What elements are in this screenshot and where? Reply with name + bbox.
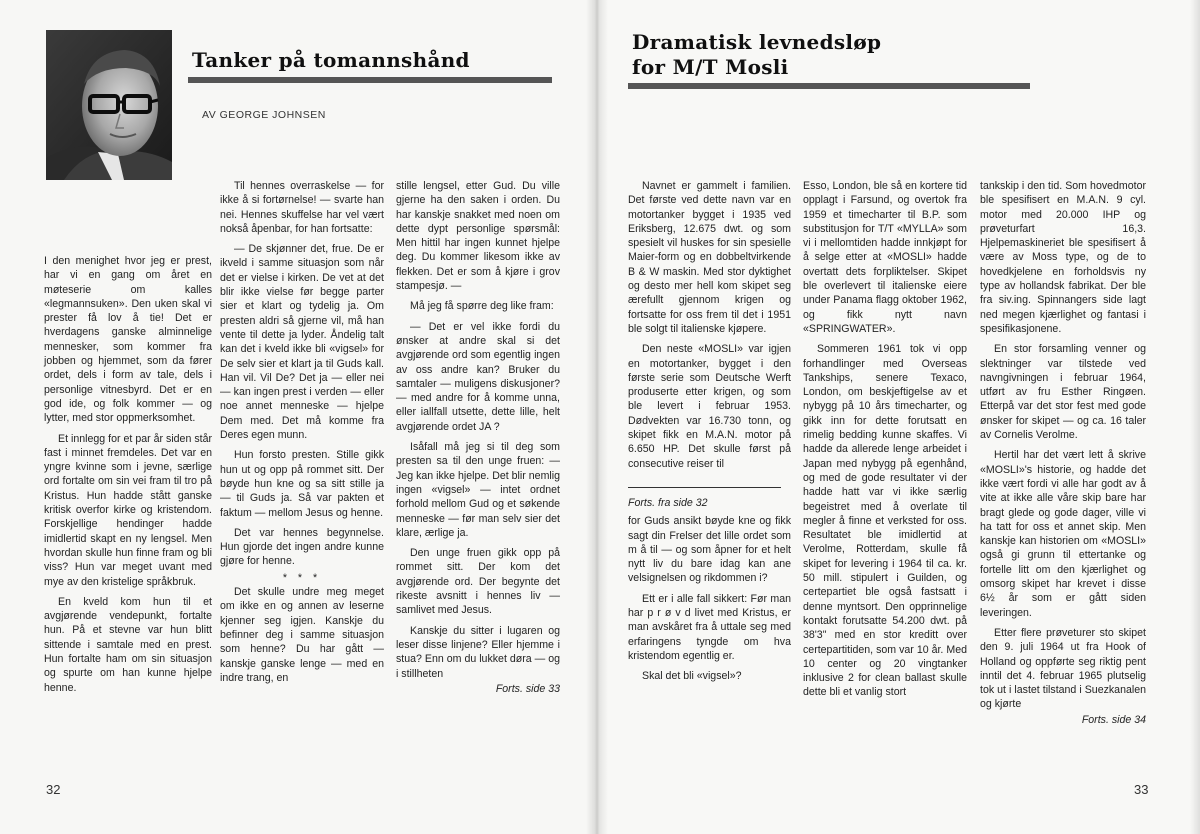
paragraph: Det var hennes begynnelse. Hun gjorde det ingen andre kunne gjøre for henne.	[220, 526, 384, 568]
page-number-left: 32	[46, 782, 61, 797]
author-portrait-photo	[46, 30, 172, 180]
paragraph: Det skulle undre meg meget om ikke en og annen av leserne kjenner seg igjen. Kanskje du befinner deg i samme situasjon som henne? Du har gått — kanskje ganske lenge — med en indre trang, en	[220, 586, 384, 684]
column-1	[44, 254, 212, 695]
portrait-image	[46, 30, 172, 180]
paragraph: Må jeg få spørre deg like fram:	[410, 300, 554, 313]
paragraph: Et innlegg for et par år siden står fast i minnet fremdeles. Det var en yngre kvinne som i jevne, særlige ord fortalte om sin vei fram til tro på Kristus. Hun hadde stått ganske kritisk overfor kirke og kristendom. Forskjellige hendinger hadde imidlertid skapt en ny lengsel. Men hvordan skulle hun finne fram og bli viss? Hun var meget uvant med mye av den kristelige språkbruk.	[44, 432, 212, 588]
left-page	[0, 0, 596, 834]
paragraph: Isåfall må jeg si til deg som presten sa til den unge fruen: — Jeg kan ikke hjelpe. Det blir nemlig ingen «vigsel» — intet ordnet forhold mellom Gud og et søkende menneske — før man selv sier det klare, ærlige ja.	[396, 441, 560, 539]
continuation-from-note: Forts. fra side 32	[628, 496, 708, 509]
paragraph: Kanskje du sitter i lugaren og leser disse linjene? Eller hjemme i stua? Enn om du lukket døra — og i stillheten	[396, 624, 560, 680]
paragraph: stille lengsel, etter Gud. Du ville gjerne ha den saken i orden. Du har kanskje snakket med noen om dette dypt personlige spørsmål: Men hittil har ingen kunnet hjelpe deg. Du kommer likesom ikke av flekken. Det er som å kjøre i grov stampesjø. —	[396, 180, 560, 293]
paragraph: Etter flere prøveturer sto skipet den 9. juli 1964 ut fra Hook of Holland og oppførte seg riktig pent inntil det 4. februar 1965 plutselig tok ut i lastet tilstand i Suezkanalen og kjørte	[980, 626, 1146, 711]
paragraph: Til hennes overraskelse — for ikke å si fortørnelse! — svarte han nei. Hennes skuffelse har vel vært nokså åpenbar, for han fortsatte:	[220, 180, 384, 235]
paragraph: I den menighet hvor jeg er prest, har vi en gang om året en møteserie om kalles «legmannsuken». Den uken skal vi prester få lov å tie! Det er hverdagens ganske alminnelige mennesker, som kommer fra jobben og hjemmet, som da fører ordet, dels i form av tale, dels i personlige vitnesbyrd. Det er en god ide, og folk kommer — og lytter, med stor oppmerksomhet.	[44, 255, 212, 425]
page-number-right: 33	[1134, 782, 1149, 797]
continuation-note: Forts. side 33	[495, 682, 560, 695]
title-line-2: for M/T Mosli	[632, 55, 789, 79]
book-gutter-shadow	[586, 0, 608, 834]
title-rule-right	[628, 83, 1030, 89]
column-4	[628, 179, 791, 684]
divider-line	[628, 487, 781, 488]
continuation-note: Forts. side 34	[1081, 713, 1146, 726]
column-5	[803, 179, 967, 700]
section-break: * * *	[282, 571, 322, 584]
paragraph: En stor forsamling venner og slektninger var tilstede ved navngivningen i februar 1964, utført av fru Esther Ringøen. Etterpå var det stor fest med gode ønsker for skipet — og ca. 16 taler av Cornelis Verolme.	[980, 343, 1146, 442]
paragraph: Skal det bli «vigsel»?	[642, 670, 742, 683]
paragraph: — Det er vel ikke fordi du ønsker at andre skal si det avgjørende ord som egentlig ingen av oss andre kan? Bruker du samtaler — muligens diskusjoner? — med andre for å komme unna, eller iallfall utsette, dette lille, helt avgjørende ordet JA ?	[396, 320, 560, 433]
article-title-right	[632, 30, 881, 80]
paragraph: Den neste «MOSLI» var igjen en motortanker, bygget i den første serie som Deutsche Werft produserte etter krigen, og som ble levert i februar 1953. Dødvekten var 16.730 tonn, og skipet fikk en M.A.N. motor på 6.650 HP. Det skulle først på consecutive reiser til	[628, 343, 791, 470]
paragraph: Hertil har det vært lett å skrive «MOSLI»'s historie, og hadde det ikke vært fordi vi alle har godt av å vite at ikke alle våre skip bare har bragt glede og gode dager, ville vi ha tatt for oss et annet skip. Men kanskje kan historien om «MOSLI» også gi grunn til ettertanke og fortelle litt om den kjærlighet og omsorg skipet har krevet i disse 6½ år som er gått siden leveringen.	[980, 449, 1146, 619]
title-line-1: Dramatisk levnedsløp	[632, 30, 882, 54]
byline: AV GEORGE JOHNSEN	[202, 109, 326, 121]
column-2	[220, 179, 384, 685]
paragraph: for Guds ansikt bøyde kne og fikk sagt din Frelser det lille ordet som m å til — og som åpner for et helt nytt liv du bare idag kan ane velsignelsen og rikdommen i?	[628, 515, 791, 585]
column-6	[980, 179, 1146, 727]
paragraph: Navnet er gammelt i familien. Det første ved dette navn var en motortanker bygget i 1935 ved Eriksberg, 12.675 dwt. og som spesielt vil huskes for sin spesielle Maier-form og en dobbeltvirkende B & W maskin. Med stor dyktighet og desto mer hell kom skipet seg ærefullt gjennom krigen og fortsatte for oss frem til det i 1951 ble solgt til italienske kjøpere.	[628, 180, 791, 335]
article-title-left: Tanker på tomannshånd	[192, 48, 470, 72]
title-rule-left	[188, 77, 552, 83]
paragraph: Esso, London, ble så en kortere tid opplagt i Farsund, og overtok fra 1959 et timecharter til B.P. som substitusjon for T/T «MYLLA» som vi i mellomtiden hadde innkjøpt for å selge etter at «MOSLI» hadde overtatt dets forpliktelser. Skipet ble overlevert til italienske eiere under Panama flagg oktober 1962, og fikk nytt navn «SPRINGWATER».	[803, 180, 967, 335]
paragraph: — De skjønner det, frue. De er ikveld i samme situasjon som når det er vielse i kirken. De vet at det blir ikke vielse før begge parter sier et klart og tydelig ja. Om presten aldri så gjerne vil, må han vente til dette ja lyder. Åndelig talt kan det i kveld ikke bli «vigsel» for De selv sier et klart ja til Guds kall. Han vil. Vil De? Det ja — eller nei — kan ingen prest i verden — eller noe annet menneske — hjelpe Dem med. Det må komme fra Deres egen munn.	[220, 243, 384, 442]
paragraph: Den unge fruen gikk opp på rommet sitt. Der kom det avgjørende ord. Der begynte det rikeste avsnitt i hennes liv — samlivet med Jesus.	[396, 547, 560, 617]
paragraph: Hun forsto presten. Stille gikk hun ut og opp på rommet sitt. Der bøyde hun kne og sa sitt stille ja — til Guds ja. Så var pakten et faktum — mellom Jesus og henne.	[220, 449, 384, 519]
paragraph: Sommeren 1961 tok vi opp forhandlinger med Overseas Tankships, senere Texaco, London, om beskjeftigelse av et nybygg på 10 års timecharter, og gikk inn for dette forutsatt en rimelig bedding kunne skaffes. Vi hadde da allerede lenge arbeidet i Japan med nybygg på egenhånd, og med de gode resultater vi der hadde hatt var vi ikke særlig begeistret med å overlate til megler å finne et verksted for oss. Resultatet ble imidlertid at Verolme, Rotterdam, skulle få skipet for levering i 1964 til ca. kr. 50 mill. stipulert i Guilden, og certepartiet ble også fastsatt i denne myntsort. Den opprinnelige kontakt forutsatte 54.200 dwt. på 38'3" med en stor kreditt over certepartitiden, som var 10 år. Med 10 center og 20 vingtanker inklusive 2 for clean ballast skulle dette bli et vanlig stort	[803, 343, 967, 699]
paragraph: En kveld kom hun til et avgjørende vendepunkt, fortalte hun. På et stevne var hun blitt sittende i samtale med en prest. Hun fortalte ham om sin situasjon og spurte om han kunne hjelpe henne.	[44, 595, 212, 694]
column-3	[396, 179, 560, 696]
paragraph: Ett er i alle fall sikkert: Før man har p r ø v d livet med Kristus, er man avskåret fra å uttale seg med erfaringens tyngde om hva kristendom egentlig er.	[628, 592, 791, 662]
page-edge-shadow	[1190, 0, 1200, 834]
paragraph: tankskip i den tid. Som hovedmotor ble spesifisert en M.A.N. 9 cyl. motor med 20.000 IHP og prøveturfart 16,3. Hjelpemaskineriet ble spesifisert å være av Moss type, og de to hovedkjelene en forholdsvis ny type av hollandsk fabrikat. Der ble fra siv.ing. Spinnangers side lagt ned megen kjærlighet og fantasi i spesifikasjonene.	[980, 180, 1146, 335]
